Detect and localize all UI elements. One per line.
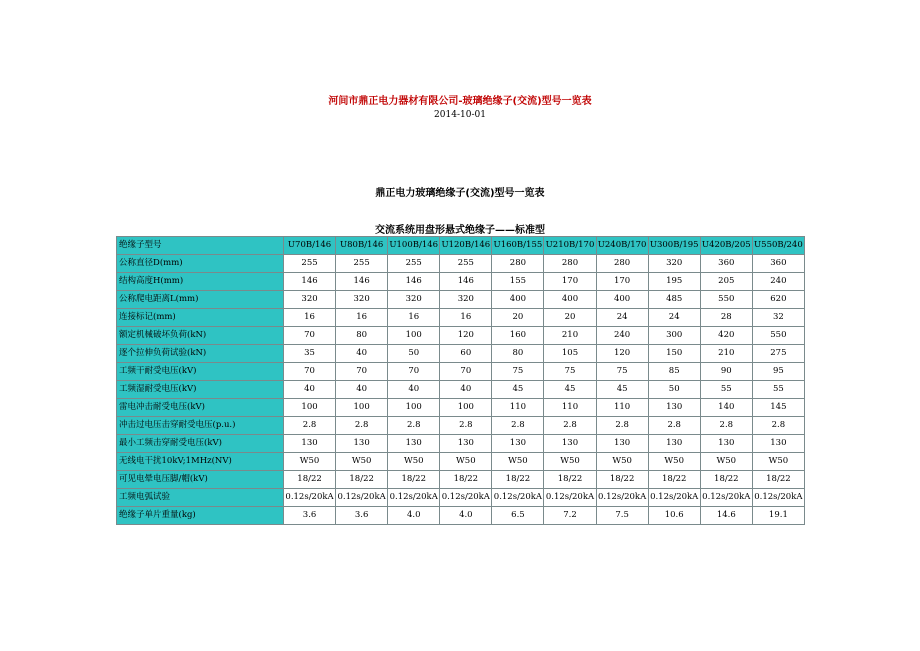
table-cell: 130 [544, 435, 596, 453]
row-label: 额定机械破坏负荷(kN) [117, 327, 284, 345]
row-label: 连接标记(mm) [117, 309, 284, 327]
row-label: 工频干耐受电压(kV) [117, 363, 284, 381]
table-cell: 0.12s/20kA [388, 489, 440, 507]
table-cell: 105 [544, 345, 596, 363]
table-cell: 130 [596, 435, 648, 453]
table-cell: 60 [440, 345, 492, 363]
model-header: U300B/195 [648, 237, 700, 255]
row-label: 冲击过电压击穿耐受电压(p.u.) [117, 417, 284, 435]
table-row [117, 399, 805, 417]
table-cell: 160 [492, 327, 544, 345]
table-cell: 18/22 [284, 471, 336, 489]
table-cell: 485 [648, 291, 700, 309]
table-cell: 85 [648, 363, 700, 381]
table-cell: 280 [596, 255, 648, 273]
header-row [117, 237, 805, 255]
table-cell: W50 [440, 453, 492, 471]
table-cell: 110 [544, 399, 596, 417]
table-cell: 0.12s/20kA [596, 489, 648, 507]
table-cell: 205 [700, 273, 752, 291]
table-row [117, 273, 805, 291]
table-cell: 45 [492, 381, 544, 399]
table-cell: 70 [388, 363, 440, 381]
table-cell: 14.6 [700, 507, 752, 525]
table-cell: 110 [596, 399, 648, 417]
model-header: U80B/146 [336, 237, 388, 255]
table-cell: 2.8 [492, 417, 544, 435]
table-cell: 400 [544, 291, 596, 309]
table-row [117, 309, 805, 327]
table-cell: 280 [544, 255, 596, 273]
table-cell: 45 [544, 381, 596, 399]
table-cell: 75 [596, 363, 648, 381]
row-label: 逐个拉伸负荷试验(kN) [117, 345, 284, 363]
table-cell: 130 [440, 435, 492, 453]
table-cell: W50 [648, 453, 700, 471]
table-cell: 146 [440, 273, 492, 291]
table-row [117, 471, 805, 489]
table-cell: W50 [700, 453, 752, 471]
table-cell: 240 [752, 273, 804, 291]
table-cell: 170 [596, 273, 648, 291]
table-cell: 40 [388, 381, 440, 399]
table-cell: 320 [440, 291, 492, 309]
table-cell: 195 [648, 273, 700, 291]
table-cell: 2.8 [284, 417, 336, 435]
table-cell: 16 [388, 309, 440, 327]
table-cell: 0.12s/20kA [336, 489, 388, 507]
table-cell: W50 [596, 453, 648, 471]
table-cell: 140 [700, 399, 752, 417]
table-cell: 18/22 [492, 471, 544, 489]
table-cell: 2.8 [388, 417, 440, 435]
table-cell: 2.8 [700, 417, 752, 435]
table-cell: 255 [284, 255, 336, 273]
table-cell: 18/22 [544, 471, 596, 489]
table-cell: 2.8 [752, 417, 804, 435]
table-cell: 10.6 [648, 507, 700, 525]
table-cell: 420 [700, 327, 752, 345]
table-cell: 0.12s/20kA [648, 489, 700, 507]
table-cell: 130 [492, 435, 544, 453]
table-cell: 75 [492, 363, 544, 381]
table-cell: 255 [440, 255, 492, 273]
table-cell: 130 [336, 435, 388, 453]
table-row [117, 345, 805, 363]
table-cell: 320 [648, 255, 700, 273]
table-cell: 0.12s/20kA [544, 489, 596, 507]
table-cell: 70 [284, 327, 336, 345]
table-cell: 70 [336, 363, 388, 381]
table-cell: 550 [752, 327, 804, 345]
table-cell: 75 [544, 363, 596, 381]
table-cell: W50 [492, 453, 544, 471]
row-label: 绝缘子单片重量(kg) [117, 507, 284, 525]
table-cell: 4.0 [440, 507, 492, 525]
row-label: 工频湿耐受电压(kV) [117, 381, 284, 399]
document-date: 2014-10-01 [434, 110, 486, 120]
row-label: 无线电干扰10kV;1MHz(NV) [117, 453, 284, 471]
table-cell: 2.8 [596, 417, 648, 435]
table-cell: 0.12s/20kA [492, 489, 544, 507]
table-cell: 130 [284, 435, 336, 453]
table-cell: 19.1 [752, 507, 804, 525]
table-row [117, 507, 805, 525]
table-cell: 146 [284, 273, 336, 291]
table-row [117, 291, 805, 309]
model-header: U100B/146 [388, 237, 440, 255]
table-caption: 交流系统用盘形悬式绝缘子——标准型 [375, 225, 545, 236]
table-row [117, 255, 805, 273]
table-cell: 55 [700, 381, 752, 399]
table-cell: 2.8 [544, 417, 596, 435]
table-cell: 18/22 [700, 471, 752, 489]
table-cell: 40 [284, 381, 336, 399]
table-cell: 55 [752, 381, 804, 399]
table-cell: 16 [336, 309, 388, 327]
table-cell: 18/22 [336, 471, 388, 489]
table-cell: 7.2 [544, 507, 596, 525]
table-cell: 130 [700, 435, 752, 453]
table-cell: 320 [336, 291, 388, 309]
table-cell: 7.5 [596, 507, 648, 525]
row-label: 公称爬电距离L(mm) [117, 291, 284, 309]
table-cell: 255 [336, 255, 388, 273]
table-cell: 110 [492, 399, 544, 417]
table-cell: 70 [284, 363, 336, 381]
table-cell: 0.12s/20kA [752, 489, 804, 507]
table-cell: 20 [544, 309, 596, 327]
table-cell: 50 [648, 381, 700, 399]
table-cell: 18/22 [596, 471, 648, 489]
table-row [117, 363, 805, 381]
table-cell: 300 [648, 327, 700, 345]
table-cell: 100 [284, 399, 336, 417]
table-cell: 130 [648, 399, 700, 417]
table-cell: 146 [388, 273, 440, 291]
table-cell: W50 [544, 453, 596, 471]
model-header: U70B/146 [284, 237, 336, 255]
table-cell: 80 [492, 345, 544, 363]
table-row [117, 489, 805, 507]
table-cell: 275 [752, 345, 804, 363]
table-cell: 360 [700, 255, 752, 273]
table-cell: 145 [752, 399, 804, 417]
table-cell: 50 [388, 345, 440, 363]
table-cell: 35 [284, 345, 336, 363]
table-cell: 360 [752, 255, 804, 273]
table-cell: 2.8 [336, 417, 388, 435]
table-cell: 18/22 [388, 471, 440, 489]
table-cell: 210 [700, 345, 752, 363]
table-cell: 400 [596, 291, 648, 309]
table-cell: 155 [492, 273, 544, 291]
table-cell: 100 [440, 399, 492, 417]
table-cell: 320 [284, 291, 336, 309]
table-cell: 32 [752, 309, 804, 327]
table-cell: 3.6 [284, 507, 336, 525]
table-cell: 20 [492, 309, 544, 327]
table-cell: 320 [388, 291, 440, 309]
row-label: 工频电弧试验 [117, 489, 284, 507]
table-cell: 18/22 [440, 471, 492, 489]
table-row [117, 417, 805, 435]
row-label: 公称直径D(mm) [117, 255, 284, 273]
table-cell: 170 [544, 273, 596, 291]
table-cell: 6.5 [492, 507, 544, 525]
table-cell: 100 [388, 327, 440, 345]
table-cell: 18/22 [752, 471, 804, 489]
table-cell: 80 [336, 327, 388, 345]
table-cell: 28 [700, 309, 752, 327]
table-cell: 40 [336, 345, 388, 363]
table-cell: 45 [596, 381, 648, 399]
table-cell: 40 [336, 381, 388, 399]
model-header: U550B/240 [752, 237, 804, 255]
table-cell: 24 [596, 309, 648, 327]
table-row [117, 381, 805, 399]
document-title: 河间市鼎正电力器材有限公司-玻璃绝缘子(交流)型号一览表 [328, 96, 592, 107]
table-cell: 120 [440, 327, 492, 345]
table-cell: 0.12s/20kA [700, 489, 752, 507]
table-cell: 90 [700, 363, 752, 381]
table-cell: 550 [700, 291, 752, 309]
table-cell: 130 [648, 435, 700, 453]
table-cell: 620 [752, 291, 804, 309]
table-cell: 16 [284, 309, 336, 327]
table-cell: 18/22 [648, 471, 700, 489]
table-cell: 4.0 [388, 507, 440, 525]
table-cell: 24 [648, 309, 700, 327]
table-row [117, 453, 805, 471]
section-title: 鼎正电力玻璃绝缘子(交流)型号一览表 [375, 188, 545, 199]
table-cell: W50 [752, 453, 804, 471]
model-header: U120B/146 [440, 237, 492, 255]
table-cell: 240 [596, 327, 648, 345]
model-header: U210B/170 [544, 237, 596, 255]
row-label: 雷电冲击耐受电压(kV) [117, 399, 284, 417]
header-label: 绝缘子型号 [117, 237, 284, 255]
model-header: U240B/170 [596, 237, 648, 255]
table-cell: 2.8 [440, 417, 492, 435]
model-header: U420B/205 [700, 237, 752, 255]
table-cell: 3.6 [336, 507, 388, 525]
table-cell: 146 [336, 273, 388, 291]
table-cell: 100 [336, 399, 388, 417]
table-cell: 0.12s/20kA [284, 489, 336, 507]
table-cell: 16 [440, 309, 492, 327]
table-cell: 280 [492, 255, 544, 273]
table-cell: W50 [336, 453, 388, 471]
table-cell: 150 [648, 345, 700, 363]
table-cell: 210 [544, 327, 596, 345]
row-label: 结构高度H(mm) [117, 273, 284, 291]
table-cell: 0.12s/20kA [440, 489, 492, 507]
table-cell: 2.8 [648, 417, 700, 435]
table-cell: 40 [440, 381, 492, 399]
table-cell: 120 [596, 345, 648, 363]
row-label: 最小工频击穿耐受电压(kV) [117, 435, 284, 453]
table-cell: 255 [388, 255, 440, 273]
table-cell: 400 [492, 291, 544, 309]
table-cell: 100 [388, 399, 440, 417]
table-row [117, 435, 805, 453]
model-header: U160B/155 [492, 237, 544, 255]
row-label: 可见电晕电压脚/帽(kV) [117, 471, 284, 489]
table-cell: W50 [284, 453, 336, 471]
table-cell: W50 [388, 453, 440, 471]
table-cell: 130 [752, 435, 804, 453]
table-cell: 70 [440, 363, 492, 381]
table-cell: 95 [752, 363, 804, 381]
table-cell: 130 [388, 435, 440, 453]
table-row [117, 327, 805, 345]
insulator-spec-table [116, 236, 805, 525]
